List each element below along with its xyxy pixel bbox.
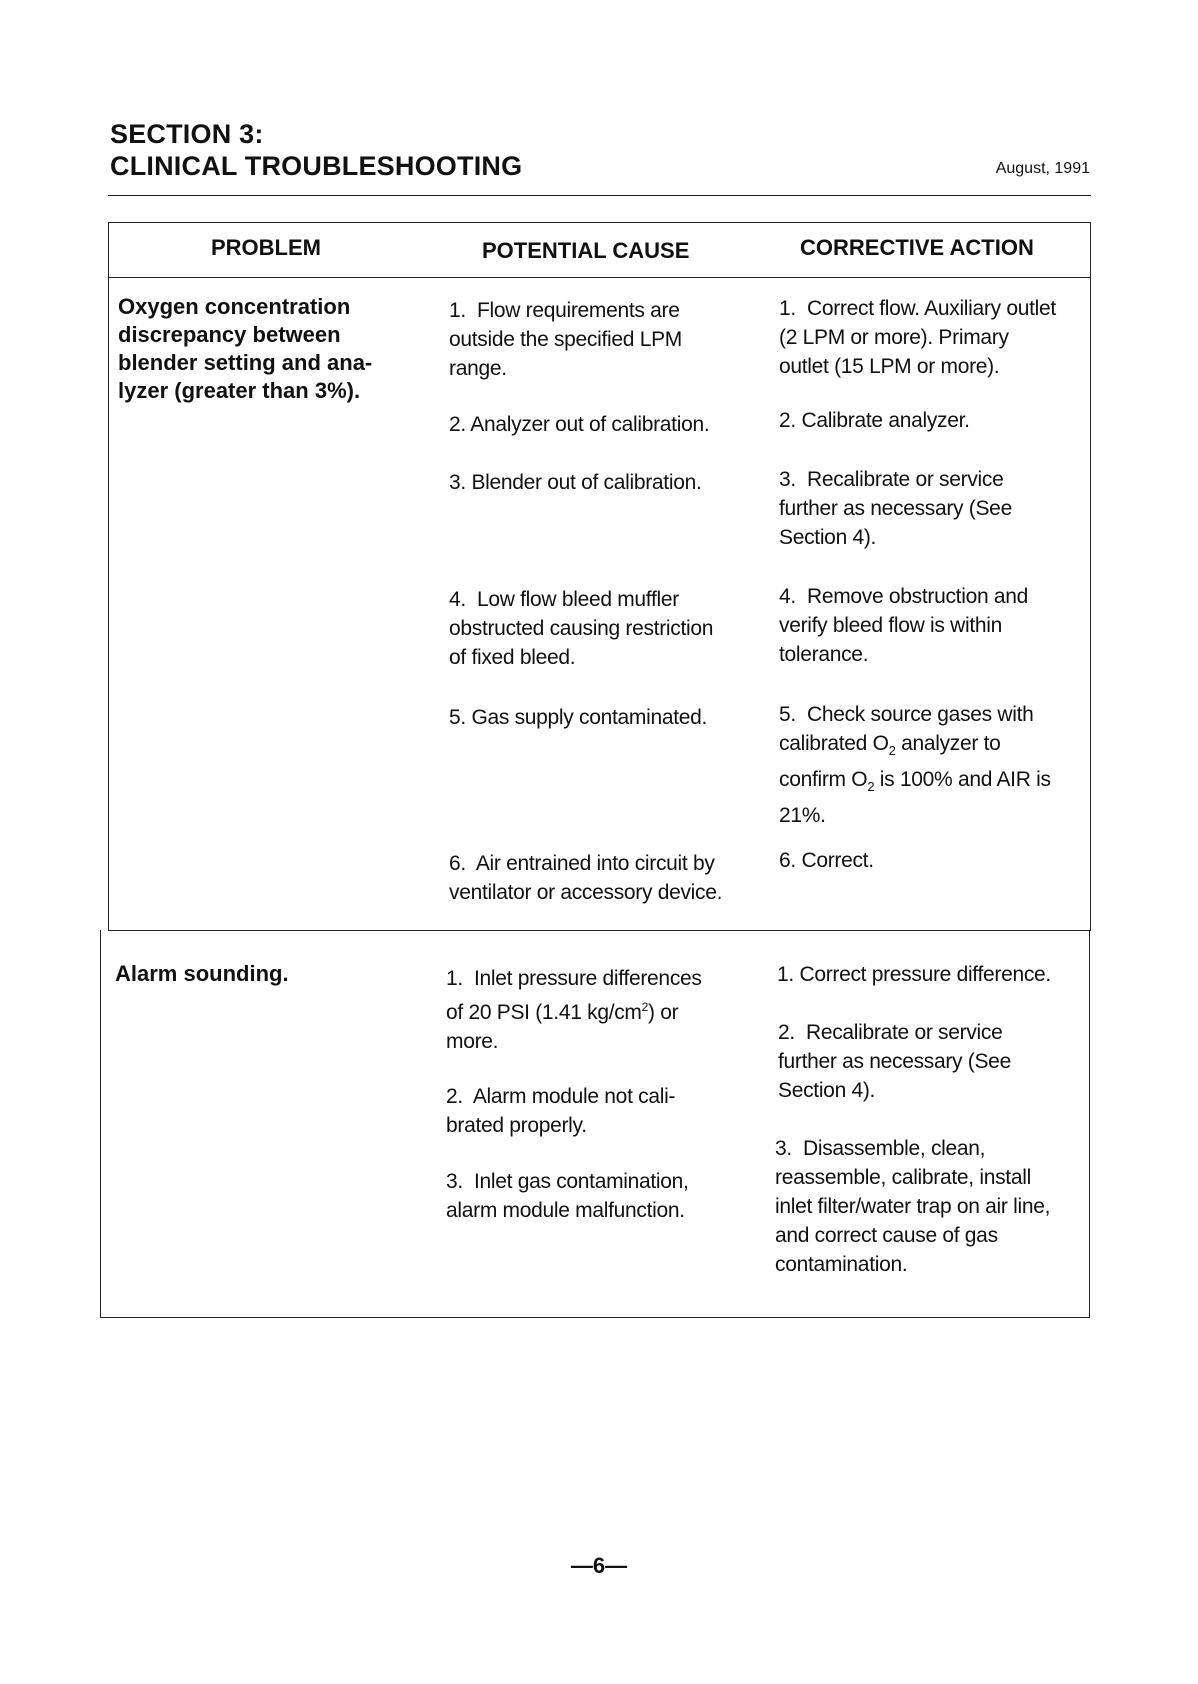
cause-line: 6. Air entrained into circuit by [449, 852, 715, 875]
cause-line: obstructed causing restriction [449, 617, 714, 640]
cause-line: 3. Inlet gas contamination, [446, 1170, 689, 1193]
action-item: 6. Correct. [779, 849, 874, 872]
header-rule [108, 195, 1091, 196]
problem-text [118, 293, 408, 405]
action-item [779, 582, 1089, 669]
action-line: contamination. [775, 1253, 908, 1276]
cause-item [446, 964, 746, 1056]
action-item [779, 465, 1089, 552]
cause-line: of fixed bleed. [449, 646, 576, 669]
section-number: SECTION 3: [110, 119, 264, 149]
document-date: August, 1991 [995, 160, 1090, 177]
problem-text: Alarm sounding. [115, 961, 289, 986]
cause-item: 2. Analyzer out of calibration. [449, 413, 710, 436]
column-header-cause: POTENTIAL CAUSE [482, 238, 690, 263]
cause-item [449, 849, 759, 907]
table-header-divider [108, 277, 1091, 278]
cause-item: 3. Blender out of calibration. [449, 471, 702, 494]
action-item [779, 700, 1089, 830]
action-line: 21%. [779, 804, 826, 827]
action-item: 1. Correct pressure difference. [777, 963, 1051, 986]
section-title: CLINICAL TROUBLESHOOTING [110, 151, 523, 181]
action-line: further as necessary (See [778, 1050, 1011, 1073]
action-line: confirm $O_2$ is 100% and AIR is [779, 768, 1051, 794]
cause-line: more. [446, 1030, 499, 1053]
action-item [778, 1018, 1088, 1105]
action-item: 2. Calibrate analyzer. [779, 409, 970, 432]
page-number: —6— [570, 1553, 628, 1578]
problem-line: blender setting and ana- [118, 350, 373, 375]
problem-line: lyzer (greater than 3%). [118, 378, 361, 403]
action-item [775, 1134, 1095, 1279]
column-header-problem: PROBLEM [211, 235, 321, 260]
action-line: 4. Remove obstruction and [779, 585, 1029, 608]
cause-line: ventilator or accessory device. [449, 881, 723, 904]
cause-line: alarm module malfunction. [446, 1199, 685, 1222]
action-line: outlet (15 LPM or more). [779, 355, 1000, 378]
cause-item: 5. Gas supply contaminated. [449, 706, 708, 729]
cause-line: 1. Inlet pressure differences [446, 967, 702, 990]
problem-line: discrepancy between [118, 322, 341, 347]
cause-item [446, 1082, 746, 1140]
cause-item [446, 1167, 746, 1225]
action-line: calibrated $O_2$ analyzer to [779, 732, 1001, 758]
action-line: and correct cause of gas [775, 1224, 998, 1247]
page-header [110, 118, 1090, 182]
action-line: 3. Recalibrate or service [779, 468, 1004, 491]
action-line: further as necessary (See [779, 497, 1012, 520]
action-line: Section 4). [779, 526, 877, 549]
action-item [779, 294, 1089, 381]
cause-line: brated properly. [446, 1114, 587, 1137]
cause-line: range. [449, 357, 507, 380]
cause-line: 1. Flow requirements are [449, 299, 680, 322]
action-line: 3. Disassemble, clean, [775, 1137, 986, 1160]
action-line: (2 LPM or more). Primary [779, 326, 1009, 349]
cause-item [449, 585, 749, 672]
action-line: 1. Correct flow. Auxiliary outlet [779, 297, 1056, 320]
cause-item [449, 296, 749, 383]
cause-line: 4. Low flow bleed muffler [449, 588, 679, 611]
action-line: 5. Check source gases with [779, 703, 1034, 726]
action-line: reassemble, calibrate, install [775, 1166, 1031, 1189]
column-header-action: CORRECTIVE ACTION [800, 235, 1034, 260]
action-line: tolerance. [779, 643, 869, 666]
cause-line: of 20 PSI (1.41 $kg/cm^2$) or [446, 1000, 679, 1024]
action-line: inlet filter/water trap on air line, [775, 1195, 1051, 1218]
action-line: verify bleed flow is within [779, 614, 1002, 637]
action-line: 2. Recalibrate or service [778, 1021, 1003, 1044]
cause-line: 2. Alarm module not cali- [446, 1085, 676, 1108]
cause-line: outside the specified LPM [449, 328, 682, 351]
problem-line: Oxygen concentration [118, 294, 351, 319]
action-line: Section 4). [778, 1079, 876, 1102]
